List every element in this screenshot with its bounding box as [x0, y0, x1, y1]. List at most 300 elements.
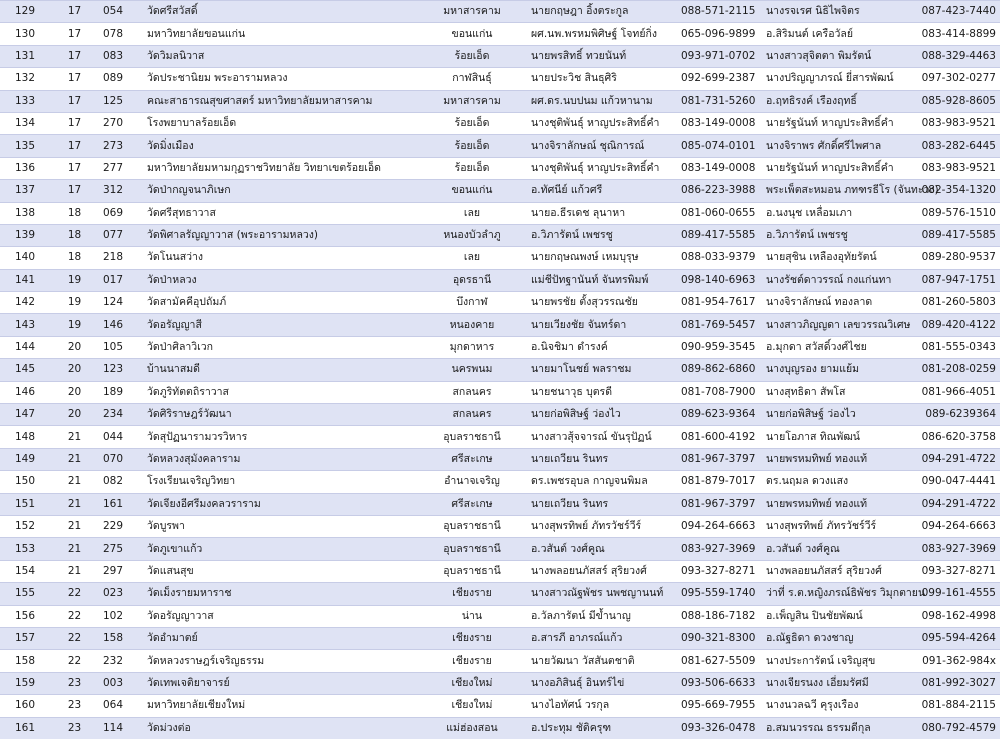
row-number-cell: 140	[0, 247, 52, 269]
head-name-cell: อ.ประทุม ชัติครุฑ	[527, 717, 677, 739]
table-row	[0, 247, 1000, 269]
coordinator-name-cell: นางจิราลักษณ์ ทองลาด	[764, 292, 914, 314]
head-name-cell: นางไอทัศน์ วรกุล	[527, 695, 677, 717]
row-number-cell: 145	[0, 359, 52, 381]
site-code-cell: 125	[97, 90, 145, 112]
province-cell: นครพนม	[417, 359, 527, 381]
coordinator-phone-cell: 083-983-9521	[914, 112, 1000, 134]
province-cell: อำนาจเจริญ	[417, 471, 527, 493]
head-phone-cell: 085-074-0101	[677, 135, 764, 157]
head-phone-cell: 081-879-7017	[677, 471, 764, 493]
head-name-cell: นายก่อพิสิษฐ์ ว่องไว	[527, 404, 677, 426]
head-phone-cell: 088-186-7182	[677, 605, 764, 627]
site-code-cell: 123	[97, 359, 145, 381]
row-number-cell: 134	[0, 112, 52, 134]
site-name-cell: วัดอรัญญาสี	[145, 314, 417, 336]
coordinator-phone-cell: 081-260-5803	[914, 292, 1000, 314]
coordinator-name-cell: นางบุญรอง ยามแย้ม	[764, 359, 914, 381]
coordinator-name-cell: อ.วสันต์ วงศ์คูณ	[764, 538, 914, 560]
head-name-cell: อ.วิภารัตน์ เพชรชู	[527, 224, 677, 246]
row-number-cell: 142	[0, 292, 52, 314]
coordinator-phone-cell: 099-161-4555	[914, 583, 1000, 605]
site-code-cell: 297	[97, 560, 145, 582]
head-phone-cell: 089-417-5585	[677, 224, 764, 246]
province-cell: ร้อยเอ็ด	[417, 45, 527, 67]
site-name-cell: วัดเม็งรายมหาราช	[145, 583, 417, 605]
row-number-cell: 146	[0, 381, 52, 403]
coordinator-name-cell: นางเจียรนงง เอี่ยมรัศมี	[764, 672, 914, 694]
province-cell: เชียงราย	[417, 650, 527, 672]
coordinator-name-cell: อ.นงนุช เหลื่อมเภา	[764, 202, 914, 224]
head-name-cell: นายชนาวุธ บุตรดี	[527, 381, 677, 403]
table-row	[0, 538, 1000, 560]
coordinator-name-cell: อ.เพ็ญสิน ปินชัยพัฒน์	[764, 605, 914, 627]
head-name-cell: นายประวิช สินธุศิริ	[527, 68, 677, 90]
head-phone-cell: 081-600-4192	[677, 426, 764, 448]
coordinator-name-cell: นายรัฐนันท์ หาญประสิทธิ์คำ	[764, 112, 914, 134]
row-number-cell: 139	[0, 224, 52, 246]
head-name-cell: ดร.เพชรอุบล กาญจนพิมล	[527, 471, 677, 493]
head-phone-cell: 095-559-1740	[677, 583, 764, 605]
site-code-cell: 089	[97, 68, 145, 90]
head-name-cell: นางพลอยนภัสสร์ สุริยวงศ์	[527, 560, 677, 582]
site-code-cell: 270	[97, 112, 145, 134]
site-name-cell: วัดแสนสุข	[145, 560, 417, 582]
province-cell: บึงกาฬ	[417, 292, 527, 314]
province-cell: อุดรธานี	[417, 269, 527, 291]
row-number-cell: 135	[0, 135, 52, 157]
head-phone-cell: 094-264-6663	[677, 515, 764, 537]
coordinator-name-cell: นางรจเรศ นิธิไพจิตร	[764, 1, 914, 23]
head-name-cell: อ.วัลภารัตน์ มีข้ำนาญ	[527, 605, 677, 627]
coordinator-name-cell: อ.ฤทธิรงค์ เรืองฤทธิ์	[764, 90, 914, 112]
head-name-cell: นายเวียงชัย จันทร์ดา	[527, 314, 677, 336]
site-code-cell: 189	[97, 381, 145, 403]
site-name-cell: โรงเรียนเจริญวิทยา	[145, 471, 417, 493]
province-cell: ร้อยเอ็ด	[417, 157, 527, 179]
table-row	[0, 68, 1000, 90]
site-code-cell: 083	[97, 45, 145, 67]
province-cell: ขอนแก่น	[417, 180, 527, 202]
coordinator-name-cell: นายสุชิน เหลืองอุทัยรัตน์	[764, 247, 914, 269]
head-phone-cell: 081-627-5509	[677, 650, 764, 672]
head-name-cell: นายอ.ธีรเดช ลุนาหา	[527, 202, 677, 224]
table-row	[0, 404, 1000, 426]
site-code-cell: 161	[97, 493, 145, 515]
coordinator-name-cell: นางปริญญาภรณ์ ยี่สารพัฒน์	[764, 68, 914, 90]
table-row	[0, 180, 1000, 202]
coordinator-name-cell: นายก่อพิสิษฐ์ ว่องไว	[764, 404, 914, 426]
head-phone-cell: 083-149-0008	[677, 157, 764, 179]
row-number-cell: 131	[0, 45, 52, 67]
table-row	[0, 269, 1000, 291]
head-name-cell: นายเถวียน รินทร	[527, 448, 677, 470]
zone-cell: 21	[52, 560, 97, 582]
site-name-cell: วัดมิ่งเมือง	[145, 135, 417, 157]
head-name-cell: อ.นิจชิมา ดำรงค์	[527, 336, 677, 358]
zone-cell: 23	[52, 672, 97, 694]
coordinator-name-cell: นางสุพรทิพย์ ภัทรวัชร์วีร์	[764, 515, 914, 537]
zone-cell: 22	[52, 627, 97, 649]
row-number-cell: 147	[0, 404, 52, 426]
coordinator-phone-cell: 087-423-7440	[914, 1, 1000, 23]
site-name-cell: วัดม่วงต่อ	[145, 717, 417, 739]
coordinator-phone-cell: 095-594-4264	[914, 627, 1000, 649]
table-row	[0, 515, 1000, 537]
coordinator-phone-cell: 091-362-984x	[914, 650, 1000, 672]
head-phone-cell: 086-223-3988	[677, 180, 764, 202]
site-name-cell: วัดสามัคคีอุปถัมภ์	[145, 292, 417, 314]
coordinator-phone-cell: 089-420-4122	[914, 314, 1000, 336]
table-row	[0, 426, 1000, 448]
head-phone-cell: 081-954-7617	[677, 292, 764, 314]
zone-cell: 17	[52, 45, 97, 67]
zone-cell: 17	[52, 135, 97, 157]
table-row	[0, 135, 1000, 157]
coordinator-name-cell: อ.มุกดา สวัสดิ์วงศ์ไชย	[764, 336, 914, 358]
head-name-cell: อ.สารภี อาภรณ์แก้ว	[527, 627, 677, 649]
table-row	[0, 359, 1000, 381]
zone-cell: 21	[52, 471, 97, 493]
table-row	[0, 605, 1000, 627]
zone-cell: 21	[52, 538, 97, 560]
site-name-cell: คณะสาธารณสุขศาสตร์ มหาวิทยาลัยมหาสารคาม	[145, 90, 417, 112]
province-cell: ศรีสะเกษ	[417, 493, 527, 515]
site-name-cell: วัดภูริทัตตถิราวาส	[145, 381, 417, 403]
head-name-cell: นายกฤษณพงษ์ เหมบุรุษ	[527, 247, 677, 269]
site-code-cell: 275	[97, 538, 145, 560]
head-phone-cell: 081-060-0655	[677, 202, 764, 224]
coordinator-phone-cell: 081-992-3027	[914, 672, 1000, 694]
site-name-cell: วัดหลวงสุมังคลาราม	[145, 448, 417, 470]
site-name-cell: วัดอรัญญาวาส	[145, 605, 417, 627]
site-name-cell: วัดศิริราษฎร์วัฒนา	[145, 404, 417, 426]
coordinator-name-cell: นางสุทธิดา สัพโส	[764, 381, 914, 403]
head-phone-cell: 093-326-0478	[677, 717, 764, 739]
site-name-cell: วัดหลวงราษฎร์เจริญธรรม	[145, 650, 417, 672]
zone-cell: 18	[52, 247, 97, 269]
site-code-cell: 218	[97, 247, 145, 269]
coordinator-name-cell: นายพรหมทิพย์ ทองแท้	[764, 493, 914, 515]
coordinator-name-cell: นางจิราพร ศักดิ์ศรีไพศาล	[764, 135, 914, 157]
coordinator-phone-cell: 087-947-1751	[914, 269, 1000, 291]
row-number-cell: 156	[0, 605, 52, 627]
coordinator-phone-cell: 081-555-0343	[914, 336, 1000, 358]
row-number-cell: 153	[0, 538, 52, 560]
site-code-cell: 273	[97, 135, 145, 157]
coordinator-name-cell: ว่าที่ ร.ต.หญิงภรณ์ธิพัชร วิมุกตายน	[764, 583, 914, 605]
row-number-cell: 161	[0, 717, 52, 739]
province-cell: กาฬสินธุ์	[417, 68, 527, 90]
zone-cell: 17	[52, 157, 97, 179]
zone-cell: 19	[52, 269, 97, 291]
table-row	[0, 202, 1000, 224]
row-number-cell: 137	[0, 180, 52, 202]
site-name-cell: วัดสุปัฏนารามวรวิหาร	[145, 426, 417, 448]
province-cell: เชียงราย	[417, 583, 527, 605]
row-number-cell: 149	[0, 448, 52, 470]
zone-cell: 20	[52, 381, 97, 403]
head-phone-cell: 090-959-3545	[677, 336, 764, 358]
site-code-cell: 146	[97, 314, 145, 336]
head-name-cell: อ.วสันต์ วงศ์คูณ	[527, 538, 677, 560]
table-row	[0, 157, 1000, 179]
row-number-cell: 158	[0, 650, 52, 672]
coordinator-name-cell: นางรัชต์ดาวรรณ์ กงแก่นทา	[764, 269, 914, 291]
zone-cell: 22	[52, 583, 97, 605]
table-row	[0, 471, 1000, 493]
row-number-cell: 151	[0, 493, 52, 515]
coordinator-phone-cell: 083-983-9521	[914, 157, 1000, 179]
province-cell: อุบลราชธานี	[417, 515, 527, 537]
head-phone-cell: 090-321-8300	[677, 627, 764, 649]
site-code-cell: 232	[97, 650, 145, 672]
zone-cell: 22	[52, 605, 97, 627]
site-code-cell: 070	[97, 448, 145, 470]
site-code-cell: 105	[97, 336, 145, 358]
site-name-cell: วัดภูเขาแก้ว	[145, 538, 417, 560]
province-cell: ร้อยเอ็ด	[417, 112, 527, 134]
site-name-cell: มหาวิทยาลัยขอนแก่น	[145, 23, 417, 45]
province-cell: อุบลราชธานี	[417, 560, 527, 582]
site-name-cell: วัดประชานิยม พระอารามหลวง	[145, 68, 417, 90]
site-code-cell: 077	[97, 224, 145, 246]
table-row	[0, 672, 1000, 694]
zone-cell: 23	[52, 695, 97, 717]
head-phone-cell: 089-862-6860	[677, 359, 764, 381]
coordinator-phone-cell: 085-928-8605	[914, 90, 1000, 112]
zone-cell: 22	[52, 650, 97, 672]
head-name-cell: นายพรชัย ตั้งสุวรรณชัย	[527, 292, 677, 314]
table-row	[0, 583, 1000, 605]
province-cell: หนองคาย	[417, 314, 527, 336]
zone-cell: 20	[52, 359, 97, 381]
head-phone-cell: 081-708-7900	[677, 381, 764, 403]
row-number-cell: 143	[0, 314, 52, 336]
province-cell: แม่ฮ่องสอน	[417, 717, 527, 739]
table-row	[0, 1, 1000, 23]
row-number-cell: 152	[0, 515, 52, 537]
row-number-cell: 141	[0, 269, 52, 291]
coordinator-phone-cell: 080-792-4579	[914, 717, 1000, 739]
head-name-cell: ผศ.นพ.พรหมพิศิษฐ์ โจทย์กิ่ง	[527, 23, 677, 45]
head-phone-cell: 093-327-8271	[677, 560, 764, 582]
row-number-cell: 132	[0, 68, 52, 90]
province-cell: เชียงราย	[417, 627, 527, 649]
head-phone-cell: 089-623-9364	[677, 404, 764, 426]
coordinator-phone-cell: 094-291-4722	[914, 493, 1000, 515]
coordinator-phone-cell: 086-620-3758	[914, 426, 1000, 448]
coordinator-name-cell: อ.ณัฐธิดา ดวงชาญ	[764, 627, 914, 649]
head-phone-cell: 081-967-3797	[677, 493, 764, 515]
coordinator-name-cell: อ.สิริมนต์ เครือวัลย์	[764, 23, 914, 45]
zone-cell: 17	[52, 90, 97, 112]
head-phone-cell: 095-669-7955	[677, 695, 764, 717]
head-name-cell: นางจิราลักษณ์ ชุณิการณ์	[527, 135, 677, 157]
head-phone-cell: 081-967-3797	[677, 448, 764, 470]
table-row	[0, 314, 1000, 336]
head-name-cell: นางสาวณัฐพัชร นพชญานนท์	[527, 583, 677, 605]
coordinator-phone-cell: 082-354-1320	[914, 180, 1000, 202]
coordinator-phone-cell: 089-280-9537	[914, 247, 1000, 269]
province-cell: ร้อยเอ็ด	[417, 135, 527, 157]
head-name-cell: อ.ทัศนีย์ แก้วศรี	[527, 180, 677, 202]
row-number-cell: 154	[0, 560, 52, 582]
row-number-cell: 159	[0, 672, 52, 694]
site-code-cell: 082	[97, 471, 145, 493]
table-row	[0, 23, 1000, 45]
row-number-cell: 155	[0, 583, 52, 605]
head-name-cell: นางสุพรทิพย์ ภัทรวัชร์วีร์	[527, 515, 677, 537]
table-row	[0, 627, 1000, 649]
zone-cell: 20	[52, 336, 97, 358]
row-number-cell: 157	[0, 627, 52, 649]
head-phone-cell: 081-731-5260	[677, 90, 764, 112]
head-name-cell: นายเถวียน รินทร	[527, 493, 677, 515]
site-name-cell: วัดป่าหลวง	[145, 269, 417, 291]
head-name-cell: นางชุติพันธ์ุ หาญประสิทธิ์คำ	[527, 157, 677, 179]
head-phone-cell: 093-971-0702	[677, 45, 764, 67]
table-row	[0, 650, 1000, 672]
province-cell: สกลนคร	[417, 404, 527, 426]
site-name-cell: โรงพยาบาลร้อยเอ็ด	[145, 112, 417, 134]
head-phone-cell: 083-927-3969	[677, 538, 764, 560]
province-cell: ขอนแก่น	[417, 23, 527, 45]
province-cell: สกลนคร	[417, 381, 527, 403]
coordinator-name-cell: พระเพ็ตสะหมอน ภทฑรธีโร (จันทะวง)	[764, 180, 914, 202]
coordinator-name-cell: ดร.นฤมล ดวงแสง	[764, 471, 914, 493]
table-row	[0, 717, 1000, 739]
head-phone-cell: 093-506-6633	[677, 672, 764, 694]
site-name-cell: บ้านนาสมดี	[145, 359, 417, 381]
site-name-cell: วัดอำมาตย์	[145, 627, 417, 649]
head-phone-cell: 092-699-2387	[677, 68, 764, 90]
head-phone-cell: 088-033-9379	[677, 247, 764, 269]
coordinator-phone-cell: 083-414-8899	[914, 23, 1000, 45]
site-code-cell: 044	[97, 426, 145, 448]
province-cell: มุกดาหาร	[417, 336, 527, 358]
province-cell: เลย	[417, 247, 527, 269]
zone-cell: 21	[52, 426, 97, 448]
site-name-cell: วัดเจียงอีศรีมงคลวราราม	[145, 493, 417, 515]
head-name-cell: นางสาวสุ้จจารณ์ ขันรุปัฏน์	[527, 426, 677, 448]
table-row	[0, 381, 1000, 403]
zone-cell: 19	[52, 314, 97, 336]
zone-cell: 17	[52, 1, 97, 23]
province-cell: อุบลราชธานี	[417, 538, 527, 560]
coordinator-phone-cell: 090-047-4441	[914, 471, 1000, 493]
site-name-cell: วัดศรีสุทธาวาส	[145, 202, 417, 224]
site-code-cell: 124	[97, 292, 145, 314]
head-name-cell: แม่ชีปัทฐานันท์ จันทรพิมพ์	[527, 269, 677, 291]
coordinator-name-cell: นางพลอยนภัสสร์ สุริยวงศ์	[764, 560, 914, 582]
coordinator-name-cell: นายโอภาส ทิณพัฒน์	[764, 426, 914, 448]
site-name-cell: วัดศรีสวัสดิ์	[145, 1, 417, 23]
site-code-cell: 069	[97, 202, 145, 224]
table-body	[0, 1, 1000, 740]
head-name-cell: นายมาโนชย์ พลราชม	[527, 359, 677, 381]
table-row	[0, 45, 1000, 67]
row-number-cell: 130	[0, 23, 52, 45]
site-name-cell: วัดบูรพา	[145, 515, 417, 537]
coordinator-phone-cell: 093-327-8271	[914, 560, 1000, 582]
head-name-cell: ผศ.ดร.นบปนม แก้วหานาม	[527, 90, 677, 112]
site-code-cell: 054	[97, 1, 145, 23]
coordinator-name-cell: นางนวลฉวี คุรุงเรือง	[764, 695, 914, 717]
site-code-cell: 078	[97, 23, 145, 45]
zone-cell: 17	[52, 112, 97, 134]
province-cell: ศรีสะเกษ	[417, 448, 527, 470]
row-number-cell: 136	[0, 157, 52, 179]
zone-cell: 23	[52, 717, 97, 739]
table-row	[0, 112, 1000, 134]
coordinator-name-cell: นายพรหมทิพย์ ทองแท้	[764, 448, 914, 470]
coordinator-phone-cell: 089-576-1510	[914, 202, 1000, 224]
row-number-cell: 138	[0, 202, 52, 224]
head-name-cell: นายกฤษฎา อิ้งตระกูล	[527, 1, 677, 23]
coordinator-phone-cell: 083-282-6445	[914, 135, 1000, 157]
site-name-cell: วัดเทพเจติยาจารย์	[145, 672, 417, 694]
coordinator-name-cell: อ.สมนวรรณ ธรรมดีกุล	[764, 717, 914, 739]
zone-cell: 18	[52, 202, 97, 224]
table-row	[0, 224, 1000, 246]
table-row	[0, 448, 1000, 470]
row-number-cell: 133	[0, 90, 52, 112]
head-phone-cell: 098-140-6963	[677, 269, 764, 291]
zone-cell: 21	[52, 515, 97, 537]
site-code-cell: 114	[97, 717, 145, 739]
zone-cell: 17	[52, 180, 97, 202]
table-row	[0, 292, 1000, 314]
table-row	[0, 90, 1000, 112]
site-name-cell: วัดป่ากญจนาภิเษก	[145, 180, 417, 202]
coordinator-phone-cell: 081-966-4051	[914, 381, 1000, 403]
site-code-cell: 229	[97, 515, 145, 537]
zone-cell: 21	[52, 448, 97, 470]
site-code-cell: 017	[97, 269, 145, 291]
site-name-cell: วัดวิมลนิวาส	[145, 45, 417, 67]
coordinator-phone-cell: 098-162-4998	[914, 605, 1000, 627]
head-phone-cell: 083-149-0008	[677, 112, 764, 134]
head-phone-cell: 088-571-2115	[677, 1, 764, 23]
coordinator-name-cell: นางประการัตน์ เจริญสุข	[764, 650, 914, 672]
coordinator-phone-cell: 088-329-4463	[914, 45, 1000, 67]
site-code-cell: 277	[97, 157, 145, 179]
province-cell: อุบลราชธานี	[417, 426, 527, 448]
coordinator-name-cell: นางสาวภิญญดา เลขวรรณวิเศษ	[764, 314, 914, 336]
site-name-cell: มหาวิทยาลัยเชียงใหม่	[145, 695, 417, 717]
site-code-cell: 234	[97, 404, 145, 426]
row-number-cell: 148	[0, 426, 52, 448]
site-code-cell: 158	[97, 627, 145, 649]
zone-cell: 21	[52, 493, 97, 515]
coordinator-name-cell: อ.วิภารัตน์ เพชรชู	[764, 224, 914, 246]
coordinator-phone-cell: 081-208-0259	[914, 359, 1000, 381]
zone-cell: 19	[52, 292, 97, 314]
head-name-cell: นายพรสิทธิ์ ทวยนันท์	[527, 45, 677, 67]
row-number-cell: 150	[0, 471, 52, 493]
province-cell: เชียงใหม่	[417, 695, 527, 717]
province-cell: มหาสารคาม	[417, 1, 527, 23]
head-phone-cell: 081-769-5457	[677, 314, 764, 336]
site-name-cell: วัดโนนสว่าง	[145, 247, 417, 269]
table-row	[0, 695, 1000, 717]
coordinator-phone-cell: 089-6239364	[914, 404, 1000, 426]
site-code-cell: 064	[97, 695, 145, 717]
coordinator-name-cell: นางสาวสุจิตตา พิมรัตน์	[764, 45, 914, 67]
site-name-cell: มหาวิทยาลัยมหามกุฏราชวิทยาลัย วิทยาเขตร้อยเอ็ด	[145, 157, 417, 179]
coordinator-phone-cell: 081-884-2115	[914, 695, 1000, 717]
